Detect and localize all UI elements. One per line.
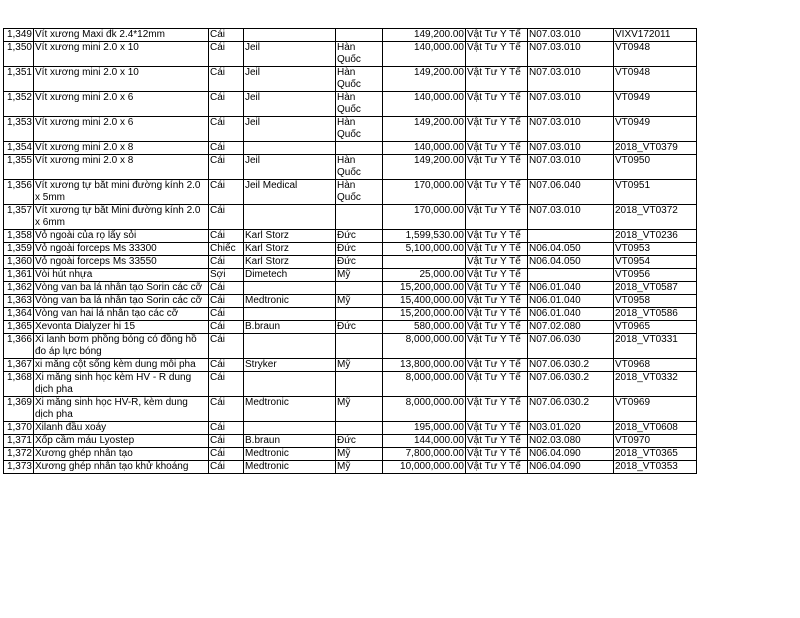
row-number-cell: 1,366 <box>4 334 34 359</box>
item-name-cell: xi măng cột sống kèm dung môi pha <box>34 359 209 372</box>
row-number-cell: 1,372 <box>4 448 34 461</box>
origin-cell <box>336 372 383 397</box>
table-row <box>4 180 697 205</box>
item-name-cell: Vòng van ba lá nhân tạo Sorin các cỡ <box>34 282 209 295</box>
item-name-cell: Vòng van ba lá nhân tạo Sorin các cỡ <box>34 295 209 308</box>
maker-cell: Jeil <box>244 42 336 67</box>
unit-cell: Chiếc <box>209 243 244 256</box>
row-number-cell: 1,363 <box>4 295 34 308</box>
row-number-cell: 1,358 <box>4 230 34 243</box>
group-cell: Vật Tư Y Tế <box>466 334 528 359</box>
row-number-cell: 1,365 <box>4 321 34 334</box>
item-name-cell: Vít xương mini 2.0 x 10 <box>34 67 209 92</box>
item-code-cell: VIXV172011 <box>614 29 697 42</box>
row-number-cell: 1,357 <box>4 205 34 230</box>
group-cell: Vật Tư Y Tế <box>466 282 528 295</box>
group-cell: Vật Tư Y Tế <box>466 359 528 372</box>
group-cell: Vật Tư Y Tế <box>466 397 528 422</box>
maker-cell <box>244 334 336 359</box>
category-code-cell: N07.03.010 <box>528 67 614 92</box>
group-cell: Vật Tư Y Tế <box>466 269 528 282</box>
item-name-cell: Vỏ ngoài forceps Ms 33300 <box>34 243 209 256</box>
category-code-cell: N07.06.030.2 <box>528 397 614 422</box>
unit-cell: Cái <box>209 282 244 295</box>
maker-cell: Jeil Medical <box>244 180 336 205</box>
price-cell: 8,000,000.00 <box>383 372 466 397</box>
category-code-cell: N07.06.030.2 <box>528 359 614 372</box>
maker-cell: Medtronic <box>244 397 336 422</box>
row-number-cell: 1,370 <box>4 422 34 435</box>
origin-cell: Mỹ <box>336 269 383 282</box>
row-number-cell: 1,364 <box>4 308 34 321</box>
table-row <box>4 334 697 359</box>
price-cell: 170,000.00 <box>383 180 466 205</box>
group-cell: Vật Tư Y Tế <box>466 422 528 435</box>
unit-cell: Cái <box>209 155 244 180</box>
category-code-cell: N07.06.030.2 <box>528 372 614 397</box>
item-code-cell: 2018_VT0372 <box>614 205 697 230</box>
maker-cell: B.braun <box>244 435 336 448</box>
origin-cell: Hàn Quốc <box>336 117 383 142</box>
origin-cell <box>336 205 383 230</box>
price-cell: 149,200.00 <box>383 29 466 42</box>
item-code-cell: 2018_VT0236 <box>614 230 697 243</box>
maker-cell <box>244 205 336 230</box>
item-code-cell: VT0958 <box>614 295 697 308</box>
row-number-cell: 1,353 <box>4 117 34 142</box>
price-cell: 25,000.00 <box>383 269 466 282</box>
item-name-cell: Xevonta Dialyzer hi 15 <box>34 321 209 334</box>
item-code-cell: VT0951 <box>614 180 697 205</box>
group-cell: Vật Tư Y Tế <box>466 142 528 155</box>
category-code-cell: N07.03.010 <box>528 92 614 117</box>
origin-cell <box>336 29 383 42</box>
unit-cell: Cái <box>209 397 244 422</box>
group-cell: Vật Tư Y Tế <box>466 180 528 205</box>
category-code-cell: N07.02.080 <box>528 321 614 334</box>
maker-cell: Stryker <box>244 359 336 372</box>
price-cell: 149,200.00 <box>383 67 466 92</box>
table-row <box>4 435 697 448</box>
item-name-cell: Vòi hút nhựa <box>34 269 209 282</box>
item-name-cell: Xi lanh bơm phồng bóng có đồng hồ đo áp lực bóng <box>34 334 209 359</box>
table-row <box>4 321 697 334</box>
origin-cell: Hàn Quốc <box>336 155 383 180</box>
row-number-cell: 1,373 <box>4 461 34 474</box>
category-code-cell: N06.04.050 <box>528 256 614 269</box>
group-cell: Vật Tư Y Tế <box>466 308 528 321</box>
origin-cell <box>336 308 383 321</box>
origin-cell <box>336 142 383 155</box>
item-code-cell: VT0948 <box>614 42 697 67</box>
row-number-cell: 1,350 <box>4 42 34 67</box>
unit-cell: Cái <box>209 461 244 474</box>
maker-cell: Karl Storz <box>244 230 336 243</box>
unit-cell: Cái <box>209 295 244 308</box>
group-cell: Vật Tư Y Tế <box>466 205 528 230</box>
category-code-cell: N06.01.040 <box>528 282 614 295</box>
item-name-cell: Vít xương mini 2.0 x 6 <box>34 92 209 117</box>
price-cell: 149,200.00 <box>383 117 466 142</box>
price-sheet-table <box>3 28 697 474</box>
unit-cell: Cái <box>209 256 244 269</box>
row-number-cell: 1,355 <box>4 155 34 180</box>
maker-cell: Karl Storz <box>244 256 336 269</box>
table-row <box>4 205 697 230</box>
unit-cell: Cái <box>209 42 244 67</box>
item-name-cell: Vít xương mini 2.0 x 6 <box>34 117 209 142</box>
price-cell: 140,000.00 <box>383 92 466 117</box>
maker-cell: Jeil <box>244 117 336 142</box>
unit-cell: Cái <box>209 334 244 359</box>
category-code-cell: N03.01.020 <box>528 422 614 435</box>
category-code-cell: N07.06.030 <box>528 334 614 359</box>
row-number-cell: 1,349 <box>4 29 34 42</box>
item-code-cell: VT0969 <box>614 397 697 422</box>
group-cell: Vật Tư Y Tế <box>466 256 528 269</box>
item-code-cell: 2018_VT0587 <box>614 282 697 295</box>
item-code-cell: VT0949 <box>614 117 697 142</box>
row-number-cell: 1,367 <box>4 359 34 372</box>
unit-cell: Cái <box>209 359 244 372</box>
origin-cell: Hàn Quốc <box>336 42 383 67</box>
item-code-cell: 2018_VT0332 <box>614 372 697 397</box>
table-row <box>4 359 697 372</box>
maker-cell: Medtronic <box>244 295 336 308</box>
unit-cell: Cái <box>209 117 244 142</box>
table-row <box>4 142 697 155</box>
table-row <box>4 67 697 92</box>
category-code-cell: N06.04.050 <box>528 243 614 256</box>
category-code-cell: N07.03.010 <box>528 117 614 142</box>
maker-cell <box>244 282 336 295</box>
row-number-cell: 1,352 <box>4 92 34 117</box>
maker-cell <box>244 422 336 435</box>
table-row <box>4 397 697 422</box>
price-cell: 140,000.00 <box>383 142 466 155</box>
origin-cell: Mỹ <box>336 397 383 422</box>
row-number-cell: 1,361 <box>4 269 34 282</box>
table-row <box>4 372 697 397</box>
group-cell: Vật Tư Y Tế <box>466 117 528 142</box>
price-cell <box>383 256 466 269</box>
row-number-cell: 1,368 <box>4 372 34 397</box>
item-name-cell: Vòng van hai lá nhân tạo các cỡ <box>34 308 209 321</box>
item-name-cell: Vít xương Maxi đk 2.4*12mm <box>34 29 209 42</box>
unit-cell: Cái <box>209 321 244 334</box>
unit-cell: Cái <box>209 67 244 92</box>
group-cell: Vật Tư Y Tế <box>466 42 528 67</box>
table-row <box>4 295 697 308</box>
origin-cell: Mỹ <box>336 295 383 308</box>
item-name-cell: Xi măng sinh học HV-R, kèm dung dịch pha <box>34 397 209 422</box>
category-code-cell: N07.03.010 <box>528 42 614 67</box>
category-code-cell <box>528 230 614 243</box>
unit-cell: Cái <box>209 372 244 397</box>
item-name-cell: Vít xương mini 2.0 x 10 <box>34 42 209 67</box>
row-number-cell: 1,360 <box>4 256 34 269</box>
item-code-cell: 2018_VT0331 <box>614 334 697 359</box>
price-cell: 149,200.00 <box>383 155 466 180</box>
row-number-cell: 1,351 <box>4 67 34 92</box>
maker-cell: Dimetech <box>244 269 336 282</box>
item-name-cell: Vít xương mini 2.0 x 8 <box>34 155 209 180</box>
maker-cell: Jeil <box>244 92 336 117</box>
maker-cell <box>244 29 336 42</box>
price-cell: 144,000.00 <box>383 435 466 448</box>
unit-cell: Cái <box>209 435 244 448</box>
maker-cell <box>244 142 336 155</box>
table-row <box>4 422 697 435</box>
price-cell: 15,200,000.00 <box>383 308 466 321</box>
price-cell: 13,800,000.00 <box>383 359 466 372</box>
table-row <box>4 269 697 282</box>
group-cell: Vật Tư Y Tế <box>466 372 528 397</box>
group-cell: Vật Tư Y Tế <box>466 92 528 117</box>
item-name-cell: Vỏ ngoài của rọ lấy sỏi <box>34 230 209 243</box>
origin-cell: Đức <box>336 230 383 243</box>
item-code-cell: VT0970 <box>614 435 697 448</box>
item-code-cell: VT0956 <box>614 269 697 282</box>
group-cell: Vật Tư Y Tế <box>466 230 528 243</box>
maker-cell: Jeil <box>244 155 336 180</box>
category-code-cell: N07.03.010 <box>528 142 614 155</box>
price-cell: 580,000.00 <box>383 321 466 334</box>
category-code-cell: N02.03.080 <box>528 435 614 448</box>
maker-cell: B.braun <box>244 321 336 334</box>
price-cell: 8,000,000.00 <box>383 334 466 359</box>
category-code-cell: N07.03.010 <box>528 155 614 180</box>
price-cell: 5,100,000.00 <box>383 243 466 256</box>
item-name-cell: Xilanh đầu xoáy <box>34 422 209 435</box>
table-row <box>4 448 697 461</box>
category-code-cell: N07.06.040 <box>528 180 614 205</box>
maker-cell: Medtronic <box>244 448 336 461</box>
item-code-cell: 2018_VT0608 <box>614 422 697 435</box>
group-cell: Vật Tư Y Tế <box>466 435 528 448</box>
item-name-cell: Xương ghép nhân tạo khử khoáng <box>34 461 209 474</box>
unit-cell: Sợi <box>209 269 244 282</box>
category-code-cell <box>528 269 614 282</box>
row-number-cell: 1,371 <box>4 435 34 448</box>
item-code-cell: VT0948 <box>614 67 697 92</box>
item-code-cell: VT0965 <box>614 321 697 334</box>
origin-cell: Mỹ <box>336 448 383 461</box>
item-code-cell: VT0954 <box>614 256 697 269</box>
item-name-cell: Vít xương tự bắt mini đường kính 2.0 x 5mm <box>34 180 209 205</box>
table-row <box>4 117 697 142</box>
row-number-cell: 1,356 <box>4 180 34 205</box>
table-row <box>4 155 697 180</box>
table-row <box>4 42 697 67</box>
unit-cell: Cái <box>209 308 244 321</box>
item-name-cell: Xương ghép nhân tạo <box>34 448 209 461</box>
row-number-cell: 1,359 <box>4 243 34 256</box>
category-code-cell: N07.03.010 <box>528 205 614 230</box>
group-cell: Vật Tư Y Tế <box>466 295 528 308</box>
unit-cell: Cái <box>209 92 244 117</box>
table-row <box>4 256 697 269</box>
origin-cell <box>336 282 383 295</box>
origin-cell: Đức <box>336 435 383 448</box>
unit-cell: Cái <box>209 142 244 155</box>
item-code-cell: 2018_VT0353 <box>614 461 697 474</box>
item-code-cell: 2018_VT0586 <box>614 308 697 321</box>
unit-cell: Cái <box>209 29 244 42</box>
maker-cell: Medtronic <box>244 461 336 474</box>
item-name-cell: Xi măng sinh học kèm HV - R dung dịch pha <box>34 372 209 397</box>
category-code-cell: N06.01.040 <box>528 308 614 321</box>
table-row <box>4 230 697 243</box>
price-cell: 8,000,000.00 <box>383 397 466 422</box>
origin-cell: Mỹ <box>336 461 383 474</box>
row-number-cell: 1,362 <box>4 282 34 295</box>
unit-cell: Cái <box>209 230 244 243</box>
group-cell: Vật Tư Y Tế <box>466 155 528 180</box>
table-row <box>4 282 697 295</box>
item-code-cell: 2018_VT0365 <box>614 448 697 461</box>
item-code-cell: VT0949 <box>614 92 697 117</box>
category-code-cell: N06.04.090 <box>528 448 614 461</box>
category-code-cell: N06.01.040 <box>528 295 614 308</box>
unit-cell: Cái <box>209 205 244 230</box>
item-code-cell: VT0953 <box>614 243 697 256</box>
origin-cell: Đức <box>336 243 383 256</box>
price-cell: 15,400,000.00 <box>383 295 466 308</box>
item-name-cell: Vít xương tự bắt Mini đường kính 2.0 x 6mm <box>34 205 209 230</box>
group-cell: Vật Tư Y Tế <box>466 448 528 461</box>
category-code-cell: N06.04.090 <box>528 461 614 474</box>
price-cell: 10,000,000.00 <box>383 461 466 474</box>
origin-cell <box>336 334 383 359</box>
unit-cell: Cái <box>209 422 244 435</box>
group-cell: Vật Tư Y Tế <box>466 461 528 474</box>
maker-cell <box>244 372 336 397</box>
row-number-cell: 1,369 <box>4 397 34 422</box>
origin-cell: Mỹ <box>336 359 383 372</box>
unit-cell: Cái <box>209 448 244 461</box>
origin-cell: Hàn Quốc <box>336 180 383 205</box>
group-cell: Vật Tư Y Tế <box>466 321 528 334</box>
maker-cell: Karl Storz <box>244 243 336 256</box>
item-name-cell: Vít xương mini 2.0 x 8 <box>34 142 209 155</box>
group-cell: Vật Tư Y Tế <box>466 29 528 42</box>
maker-cell <box>244 308 336 321</box>
price-cell: 140,000.00 <box>383 42 466 67</box>
price-cell: 15,200,000.00 <box>383 282 466 295</box>
table-row <box>4 308 697 321</box>
row-number-cell: 1,354 <box>4 142 34 155</box>
item-name-cell: Vỏ ngoài forceps Ms 33550 <box>34 256 209 269</box>
unit-cell: Cái <box>209 180 244 205</box>
table-row <box>4 29 697 42</box>
item-code-cell: VT0950 <box>614 155 697 180</box>
origin-cell: Hàn Quốc <box>336 67 383 92</box>
item-code-cell: 2018_VT0379 <box>614 142 697 155</box>
table-row <box>4 243 697 256</box>
item-code-cell: VT0968 <box>614 359 697 372</box>
origin-cell: Đức <box>336 321 383 334</box>
item-name-cell: Xốp cầm máu Lyostep <box>34 435 209 448</box>
maker-cell: Jeil <box>244 67 336 92</box>
origin-cell: Đức <box>336 256 383 269</box>
table-row <box>4 461 697 474</box>
origin-cell <box>336 422 383 435</box>
price-cell: 170,000.00 <box>383 205 466 230</box>
price-cell: 1,599,530.00 <box>383 230 466 243</box>
category-code-cell: N07.03.010 <box>528 29 614 42</box>
sheet-body <box>4 29 697 474</box>
origin-cell: Hàn Quốc <box>336 92 383 117</box>
table-row <box>4 92 697 117</box>
group-cell: Vật Tư Y Tế <box>466 243 528 256</box>
price-cell: 195,000.00 <box>383 422 466 435</box>
group-cell: Vật Tư Y Tế <box>466 67 528 92</box>
price-cell: 7,800,000.00 <box>383 448 466 461</box>
